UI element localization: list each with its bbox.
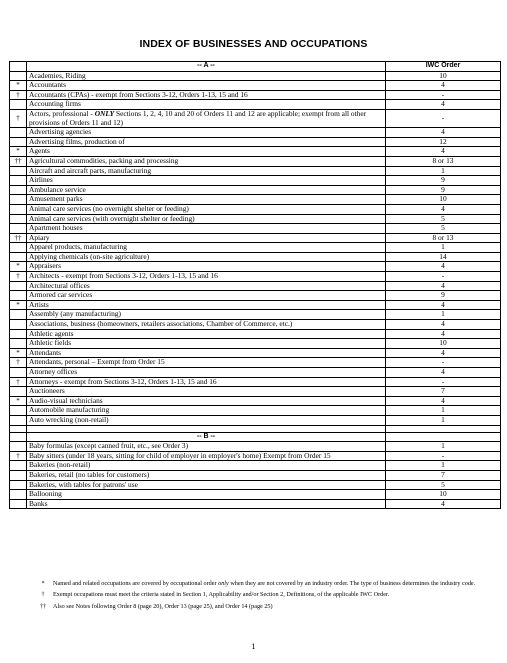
header-section-cell: -- A --: [27, 62, 386, 72]
table-row: [10, 415, 501, 425]
business-name: Advertising films, production of: [27, 137, 386, 147]
iwc-order-value: 7: [386, 387, 501, 397]
iwc-order-value: 4: [386, 262, 501, 272]
table-row: [10, 224, 501, 234]
iwc-order-value: -: [386, 109, 501, 127]
row-mark: [10, 243, 27, 253]
business-name: Attorneys - exempt from Sections 3-12, Orders 1-13, 15 and 16: [27, 377, 386, 387]
row-mark: [10, 387, 27, 397]
business-name: Artists: [27, 300, 386, 310]
row-mark: [10, 195, 27, 205]
business-name-text: Actors, professional -: [29, 109, 95, 118]
business-name: Bakeries, with tables for patrons' use: [27, 480, 386, 490]
iwc-order-value: 10: [386, 195, 501, 205]
table-row: [10, 204, 501, 214]
iwc-order-value: 9: [386, 176, 501, 186]
table-header-row: [10, 62, 501, 72]
business-name: Athletic fields: [27, 339, 386, 349]
row-mark: [10, 281, 27, 291]
iwc-order-value: 1: [386, 442, 501, 452]
iwc-order-value: 1: [386, 415, 501, 425]
table-row: [10, 291, 501, 301]
footnote-symbol: ††: [39, 602, 47, 610]
row-mark: *: [10, 300, 27, 310]
business-name-emphasis: ONLY: [94, 109, 115, 118]
row-mark: [10, 480, 27, 490]
iwc-order-value: 4: [386, 147, 501, 157]
row-mark: [10, 470, 27, 480]
table-row: [10, 377, 501, 387]
iwc-order-value: 4: [386, 348, 501, 358]
business-name: Baby formulas (except canned fruit, etc., see Order 3): [27, 442, 386, 452]
iwc-order-value: 1: [386, 243, 501, 253]
table-row: [10, 233, 501, 243]
table-row: [10, 396, 501, 406]
iwc-order-value: 5: [386, 214, 501, 224]
table-row: [10, 358, 501, 368]
section-mark-cell: [10, 432, 27, 442]
row-mark: [10, 406, 27, 416]
table-row: [10, 166, 501, 176]
business-name: Ballooning: [27, 490, 386, 500]
table-row: [10, 272, 501, 282]
table-row: [10, 480, 501, 490]
footnote: [37, 580, 477, 587]
business-name: Audio-visual technicians: [27, 396, 386, 406]
table-row: [10, 100, 501, 110]
table-row: [10, 300, 501, 310]
business-name: Accountants (CPAs) - exempt from Sections 3-12, Orders 1-13, 15 and 16: [27, 90, 386, 100]
iwc-order-value: 7: [386, 470, 501, 480]
page-number: 1: [251, 641, 256, 651]
row-mark: [10, 71, 27, 81]
table-row: [10, 470, 501, 480]
table-row: [10, 442, 501, 452]
footnote-emphasis: only: [218, 580, 229, 587]
iwc-order-value: 8 or 13: [386, 156, 501, 166]
iwc-order-value: 4: [386, 100, 501, 110]
iwc-order-value: 1: [386, 310, 501, 320]
iwc-order-value: 4: [386, 368, 501, 378]
row-mark: †: [10, 272, 27, 282]
footnote: [37, 603, 477, 610]
footnote-text: when they are not covered by an industry order. The type of business determines the industry code.: [228, 580, 476, 587]
spacer-row: [10, 425, 501, 432]
iwc-order-value: 4: [386, 281, 501, 291]
footnote-symbol: *: [41, 580, 45, 587]
business-name: Academies, Riding: [27, 71, 386, 81]
iwc-order-value: 4: [386, 499, 501, 509]
section-order-cell: [386, 432, 501, 442]
table-row: [10, 406, 501, 416]
table-row: [10, 71, 501, 81]
row-mark: [10, 329, 27, 339]
business-name: Architectural offices: [27, 281, 386, 291]
table-row: [10, 262, 501, 272]
table-row: [10, 339, 501, 349]
business-name: Bakeries, retail (no tables for customers): [27, 470, 386, 480]
table-row: [10, 147, 501, 157]
business-name: Bakeries (non-retail): [27, 461, 386, 471]
footnote-text: Also see Notes following Order 8 (page 20), Order 13 (page 25), and Order 14 (page 25): [53, 602, 273, 610]
spacer-cell: [27, 425, 386, 432]
business-name: Amusement parks: [27, 195, 386, 205]
iwc-order-value: 5: [386, 224, 501, 234]
business-name: Apiary: [27, 233, 386, 243]
business-name: Armored car services: [27, 291, 386, 301]
footnote-symbol: †: [41, 591, 45, 599]
row-mark: ††: [10, 233, 27, 243]
row-mark: *: [10, 147, 27, 157]
business-name: Auctioneers: [27, 387, 386, 397]
row-mark: [10, 166, 27, 176]
business-name: Airlines: [27, 176, 386, 186]
iwc-order-value: 4: [386, 396, 501, 406]
business-name: Animal care services (no overnight shelter or feeding): [27, 204, 386, 214]
table-row: [10, 451, 501, 461]
table-row: [10, 368, 501, 378]
iwc-order-value: 5: [386, 480, 501, 490]
business-name: Automobile manufacturing: [27, 406, 386, 416]
iwc-order-value: 4: [386, 300, 501, 310]
iwc-order-value: 8 or 13: [386, 233, 501, 243]
business-name: Ambulance service: [27, 185, 386, 195]
iwc-order-value: 4: [386, 204, 501, 214]
row-mark: [10, 310, 27, 320]
business-name: Architects - exempt from Sections 3-12, Orders 1-13, 15 and 16: [27, 272, 386, 282]
business-name: Appraisers: [27, 262, 386, 272]
spacer-cell: [10, 425, 27, 432]
table-row: [10, 387, 501, 397]
row-mark: [10, 461, 27, 471]
business-name: Assembly (any manufacturing): [27, 310, 386, 320]
business-name: Animal care services (with overnight shelter or feeding): [27, 214, 386, 224]
table-row: [10, 128, 501, 138]
iwc-order-value: 4: [386, 81, 501, 91]
footnotes: [37, 580, 477, 614]
business-name: Agents: [27, 147, 386, 157]
iwc-order-value: -: [386, 90, 501, 100]
business-name: Apartment houses: [27, 224, 386, 234]
business-name: Advertising agencies: [27, 128, 386, 138]
iwc-order-value: -: [386, 358, 501, 368]
footnote-text: Exempt occupations must meet the criteria stated in Section 1, Applicability and/or Section 2, Definitions, of the applicable IWC Order.: [53, 591, 390, 599]
iwc-order-value: 10: [386, 71, 501, 81]
iwc-order-value: 9: [386, 291, 501, 301]
business-name: Applying chemicals (on-site agriculture): [27, 252, 386, 262]
business-name: Associations, business (homeowners, retailers associations, Chamber of Commerce, etc.): [27, 320, 386, 330]
iwc-order-value: -: [386, 377, 501, 387]
table-row: [10, 348, 501, 358]
iwc-order-value: 12: [386, 137, 501, 147]
business-name: Attendants, personal – Exempt from Order 15: [27, 358, 386, 368]
row-mark: [10, 442, 27, 452]
table-row: [10, 490, 501, 500]
header-mark-cell: [10, 62, 27, 72]
business-name: [27, 109, 386, 127]
row-mark: †: [10, 377, 27, 387]
row-mark: †: [10, 358, 27, 368]
row-mark: [10, 291, 27, 301]
iwc-order-value: 1: [386, 461, 501, 471]
row-mark: *: [10, 81, 27, 91]
business-name: Apparel products, manufacturing: [27, 243, 386, 253]
iwc-order-value: 10: [386, 339, 501, 349]
table-row: [10, 90, 501, 100]
business-name: Auto wrecking (non-retail): [27, 415, 386, 425]
row-mark: [10, 368, 27, 378]
business-name: Athletic agents: [27, 329, 386, 339]
business-name: Attendants: [27, 348, 386, 358]
iwc-order-value: 9: [386, 185, 501, 195]
iwc-order-value: 10: [386, 490, 501, 500]
row-mark: [10, 415, 27, 425]
iwc-order-value: -: [386, 451, 501, 461]
row-mark: [10, 499, 27, 509]
iwc-order-value: -: [386, 272, 501, 282]
page-title: INDEX OF BUSINESSES AND OCCUPATIONS: [139, 38, 368, 50]
row-mark: [10, 137, 27, 147]
table-row: [10, 176, 501, 186]
business-name-text: Sections 1, 2, 4, 10 and 20 of Orders 11 and 12 are applicable; exempt from all other provisions of Orders 11 and 12): [29, 109, 367, 127]
row-mark: *: [10, 262, 27, 272]
business-name: Baby sitters (under 18 years, sitting for child of employer in employer's home) Exempt from Order 15: [27, 451, 386, 461]
table-row: [10, 499, 501, 509]
iwc-order-value: 4: [386, 320, 501, 330]
section-label: -- B --: [27, 432, 386, 442]
footnote-text: Named and related occupations are covered by occupational order: [53, 580, 219, 587]
row-mark: †: [10, 451, 27, 461]
table-row: [10, 214, 501, 224]
business-name: Accounting firms: [27, 100, 386, 110]
table-row: [10, 195, 501, 205]
row-mark: [10, 100, 27, 110]
table-row: [10, 310, 501, 320]
row-mark: [10, 128, 27, 138]
table-row: [10, 185, 501, 195]
business-name: Aircraft and aircraft parts, manufacturing: [27, 166, 386, 176]
row-mark: [10, 490, 27, 500]
row-mark: †: [10, 109, 27, 127]
row-mark: [10, 224, 27, 234]
row-mark: ††: [10, 156, 27, 166]
business-name: Attorney offices: [27, 368, 386, 378]
table-row: [10, 281, 501, 291]
row-mark: *: [10, 348, 27, 358]
table-row: [10, 329, 501, 339]
index-table: [9, 61, 501, 509]
iwc-order-value: 1: [386, 406, 501, 416]
table-row: [10, 137, 501, 147]
row-mark: [10, 185, 27, 195]
table-row: [10, 156, 501, 166]
row-mark: [10, 176, 27, 186]
table-row: [10, 461, 501, 471]
spacer-cell: [386, 425, 501, 432]
business-name: Banks: [27, 499, 386, 509]
row-mark: [10, 339, 27, 349]
footnote: [37, 591, 477, 598]
iwc-order-value: 1: [386, 166, 501, 176]
section-header-row: [10, 432, 501, 442]
iwc-order-value: 4: [386, 128, 501, 138]
row-mark: †: [10, 90, 27, 100]
table-row: [10, 252, 501, 262]
row-mark: [10, 252, 27, 262]
business-name: Accountants: [27, 81, 386, 91]
column-header-iwc-order: IWC Order: [386, 62, 501, 72]
row-mark: [10, 214, 27, 224]
row-mark: [10, 320, 27, 330]
business-name: Agricultural commodities, packing and processing: [27, 156, 386, 166]
table-row: [10, 243, 501, 253]
table-row: [10, 109, 501, 127]
iwc-order-value: 4: [386, 329, 501, 339]
row-mark: [10, 204, 27, 214]
table-row: [10, 81, 501, 91]
table-row: [10, 320, 501, 330]
row-mark: *: [10, 396, 27, 406]
iwc-order-value: 14: [386, 252, 501, 262]
